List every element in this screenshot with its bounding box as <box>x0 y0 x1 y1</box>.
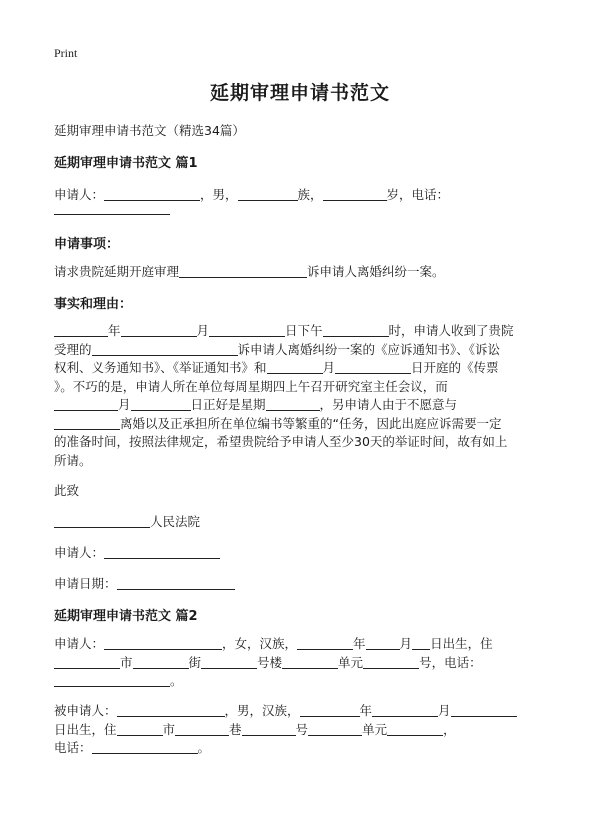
text-notice: 诉申请人离婚纠纷一案的《应诉通知书》、《诉讼 <box>237 341 501 357</box>
text-rights-notice: 权利、义务通知书》、《举证通知书》和 <box>54 360 267 375</box>
s2-applicant-paragraph <box>54 635 544 691</box>
blank-s2-name <box>104 637 222 650</box>
blank-hour <box>323 324 389 337</box>
blank-r-name <box>117 704 225 717</box>
facts-paragraph <box>54 322 544 470</box>
r-comma-text: ， <box>443 721 456 737</box>
document-subtitle: 延期审理申请书范文（精选34篇） <box>54 123 245 138</box>
text-summons: 日开庭的《传票 <box>411 360 499 375</box>
blank-month <box>121 324 197 337</box>
closing-text: 此致 <box>54 483 80 498</box>
blank-s2-day <box>412 637 430 650</box>
section1-heading: 延期审理申请书范文 篇1 <box>54 156 198 171</box>
text-accepted: 受理的 <box>54 341 92 357</box>
blank-spouse <box>54 417 120 430</box>
s2-respondent-label: 被申请人： <box>54 703 117 718</box>
r-number-text: 号 <box>295 721 309 737</box>
text-divorce-task: 离婚以及正承担所在单位编书等繁重的“任务，因此出庭应诉需要一定 <box>120 415 502 431</box>
facts-line-8: 所请。 <box>54 452 92 468</box>
s1-applicant-label: 申请人： <box>54 187 105 202</box>
facts-heading: 事实和理由： <box>54 297 133 312</box>
blank-age <box>323 188 387 201</box>
blank-sign-date <box>117 577 235 590</box>
blank-r-phone <box>92 741 198 754</box>
s2-unit-text: 单元 <box>338 654 364 670</box>
blank-r-city <box>117 723 163 736</box>
blank-r-number <box>242 723 296 736</box>
facts-line-5 <box>54 396 544 415</box>
matters-text-part1: 请求贵院延期开庭审理 <box>54 264 180 279</box>
s2-applicant-line-3 <box>54 672 544 691</box>
r-lane-text: 巷 <box>229 721 242 737</box>
blank-s2-number <box>363 656 419 669</box>
r-city-text: 市 <box>162 721 176 737</box>
matters-text <box>54 262 445 280</box>
text-unwilling: ，另申请人由于不愿意与 <box>319 397 458 412</box>
text-month-3: 月 <box>118 397 131 412</box>
s2-respondent-paragraph <box>54 702 544 758</box>
s2-month-text: 月 <box>399 636 413 651</box>
s1-age-text: 岁，电话： <box>386 187 450 202</box>
blank-month-2 <box>267 361 323 374</box>
facts-line-3 <box>54 359 544 378</box>
sign-date-label: 申请日期： <box>54 576 117 591</box>
s2-respondent-line-2 <box>54 721 544 740</box>
blank-day <box>209 324 285 337</box>
r-month-text: 月 <box>438 703 451 718</box>
r-year-text: 年 <box>359 703 373 718</box>
s2-applicant-line-1 <box>54 635 544 654</box>
blank-month-3 <box>54 398 118 411</box>
s2-respondent-line-3 <box>54 739 544 758</box>
r-phone-label: 电话： <box>54 740 92 755</box>
text-month: 月 <box>196 323 210 338</box>
r-end-text: 。 <box>197 740 211 755</box>
blank-s2-street <box>133 656 189 669</box>
blank-r-year <box>300 704 360 717</box>
blank-r-unit-2 <box>387 723 443 736</box>
blank-ethnicity <box>238 188 298 201</box>
section2-heading: 延期审理申请书范文 篇2 <box>54 609 198 624</box>
blank-name <box>104 188 200 201</box>
facts-line-2 <box>54 341 544 360</box>
blank-sign-applicant <box>104 546 220 559</box>
s2-building-text: 号楼 <box>257 654 283 670</box>
sign-applicant-label: 申请人： <box>54 545 105 560</box>
text-day-afternoon: 日下午 <box>285 323 323 338</box>
facts-line-1 <box>54 322 544 341</box>
blank-plaintiff <box>92 343 238 356</box>
text-received: 时，申请人收到了贵院 <box>388 323 514 338</box>
blank-s2-month <box>366 637 400 650</box>
sign-date-line <box>54 574 235 592</box>
facts-line-7: 的准备时间，按照法律规定，希望贵院给予申请人至少30天的举证时间，故有如上 <box>54 434 508 449</box>
s2-city-text: 市 <box>120 654 133 670</box>
text-month-2: 月 <box>322 360 336 375</box>
blank-r-day <box>451 704 517 717</box>
s2-year-text: 年 <box>353 636 366 651</box>
blank-day-3 <box>131 398 191 411</box>
facts-line-4: 》。不巧的是，申请人所在单位每周星期四上午召开研究室主任会议，而 <box>54 378 448 394</box>
blank-weekday <box>266 398 320 411</box>
s2-street-text: 街 <box>188 654 202 670</box>
blank-phone <box>54 202 170 215</box>
blank-court <box>54 515 150 528</box>
text-year: 年 <box>108 323 121 338</box>
r-gender-text: ，男，汉族， <box>224 703 300 718</box>
court-text: 人民法院 <box>150 514 201 529</box>
matters-text-part2: 诉申请人离婚纠纷一案。 <box>307 264 445 279</box>
matters-heading: 申请事项： <box>54 237 120 252</box>
s2-born-text: 日出生，住 <box>430 636 493 651</box>
blank-year <box>54 324 108 337</box>
s1-phone-blank-line <box>54 201 170 216</box>
s1-gender-text: ，男， <box>200 187 238 202</box>
r-born-text: 日出生，住 <box>54 721 117 737</box>
blank-respondent <box>179 265 307 278</box>
blank-s2-unit <box>282 656 338 669</box>
blank-r-unit <box>308 723 362 736</box>
s2-gender-text: ，女，汉族， <box>222 636 298 651</box>
s2-respondent-line-1 <box>54 702 544 721</box>
blank-s2-building <box>201 656 257 669</box>
text-weekday: 日正好是星期 <box>190 397 266 412</box>
blank-r-lane <box>175 723 229 736</box>
print-link[interactable]: Print <box>54 46 78 60</box>
court-line <box>54 512 200 530</box>
r-unit-text: 单元 <box>362 721 388 737</box>
blank-s2-city <box>54 656 120 669</box>
facts-line-6 <box>54 415 544 434</box>
blank-r-month <box>372 704 438 717</box>
s2-applicant-line-2 <box>54 654 544 673</box>
s2-end-text: 。 <box>170 673 183 688</box>
sign-applicant-line <box>54 543 220 561</box>
blank-s2-year <box>297 637 353 650</box>
document-title: 延期审理申请书范文 <box>209 82 390 104</box>
blank-day-2 <box>335 361 411 374</box>
s1-ethnicity-text: 族， <box>297 187 323 202</box>
s2-number-text: 号，电话： <box>419 654 482 670</box>
s2-applicant-label: 申请人： <box>54 636 105 651</box>
blank-s2-phone <box>54 674 170 687</box>
